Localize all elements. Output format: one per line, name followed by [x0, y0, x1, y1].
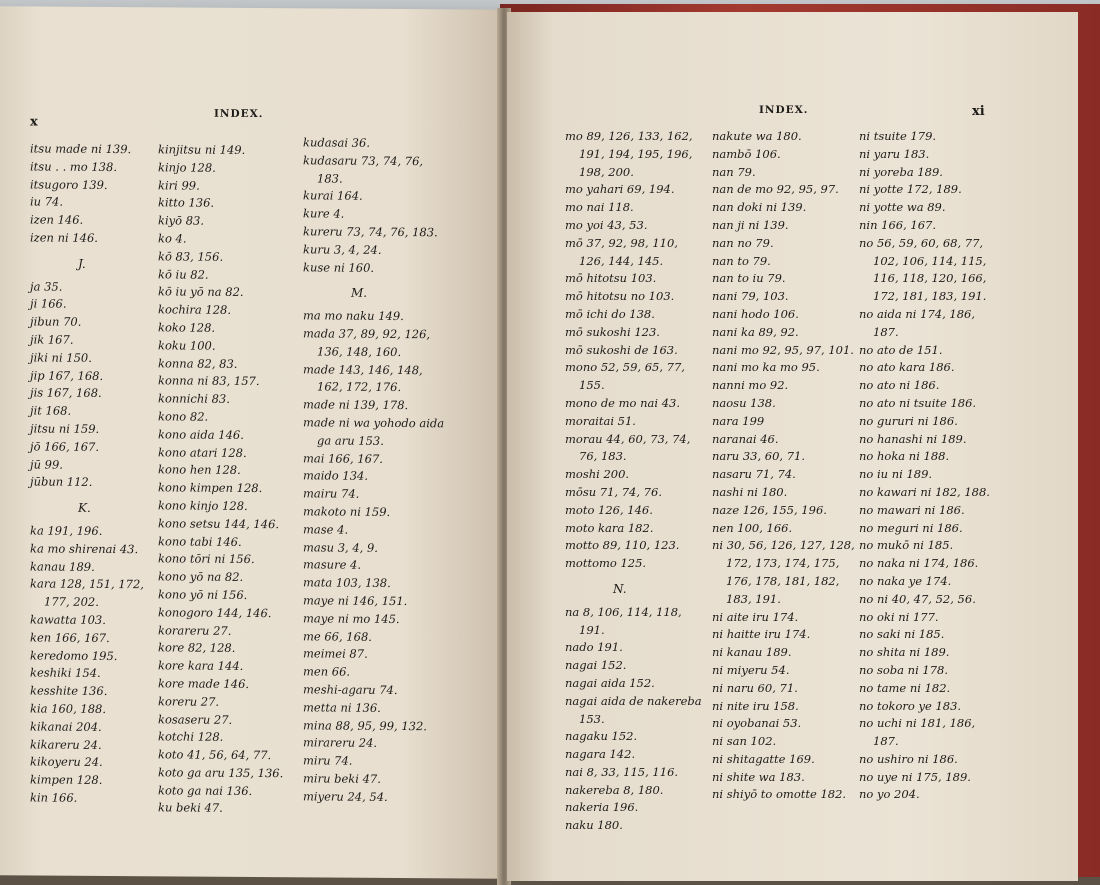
index-entry: masure 4.: [303, 557, 361, 573]
right-page: [507, 12, 1078, 881]
index-entry: mairu 74.: [303, 486, 360, 501]
index-entry: nagai aida de nakereba 153.: [565, 693, 702, 726]
index-entry: korareru 27.: [158, 622, 232, 638]
index-entry: konna 82, 83.: [158, 355, 238, 371]
index-entry: naranai 46.: [712, 431, 779, 446]
index-entry: nashi ni 180.: [712, 484, 788, 499]
index-entry: nani mo 92, 95, 97, 101.: [712, 342, 854, 357]
index-entry: mottomo 125.: [565, 556, 647, 571]
index-entry: ni shitagatte 169.: [712, 751, 815, 766]
index-entry: no oki ni 177.: [859, 609, 939, 624]
index-entry: nai 8, 33, 115, 116.: [565, 764, 679, 779]
section-letter: N.: [613, 581, 627, 596]
index-entry: no ni 40, 47, 52, 56.: [859, 591, 976, 606]
index-entry: ni naru 60, 71.: [712, 680, 798, 695]
index-entry: no naka ni 174, 186.: [859, 556, 979, 571]
index-entry: mō sukoshi 123.: [565, 324, 660, 339]
index-entry: iu 74.: [30, 194, 64, 210]
index-entry: mō 37, 92, 98, 110, 126, 144, 145.: [565, 235, 678, 268]
section-letter: J.: [78, 256, 86, 271]
index-entry: kinjo 128.: [158, 160, 216, 175]
index-entry: no ato de 151.: [859, 342, 943, 357]
section-letter: M.: [351, 286, 368, 301]
index-entry: koto 41, 56, 64, 77.: [158, 747, 272, 763]
index-entry: kore kara 144.: [158, 658, 244, 674]
index-entry: ni haitte iru 174.: [712, 627, 811, 642]
index-entry: nin 166, 167.: [859, 217, 937, 232]
index-entry: nan doki ni 139.: [712, 200, 807, 215]
running-head: INDEX.: [759, 104, 809, 116]
index-entry: ja 35.: [30, 279, 63, 294]
index-entry: mō sukoshi de 163.: [565, 342, 678, 357]
index-entry: mina 88, 95, 99, 132.: [303, 717, 427, 733]
index-entry: itsu made ni 139.: [30, 141, 132, 157]
index-entry: jūbun 112.: [30, 474, 93, 490]
index-entry: nan no 79.: [712, 235, 774, 250]
index-entry: no soba ni 178.: [859, 662, 949, 677]
index-entry: kurai 164.: [303, 188, 363, 204]
index-entry: ni shite wa 183.: [712, 769, 805, 784]
index-entry: kō 83, 156.: [158, 249, 224, 264]
index-column-2: [712, 128, 857, 804]
index-entry: keredomo 195.: [30, 647, 118, 663]
index-entry: naku 180.: [565, 818, 623, 833]
index-entry: maye ni mo 145.: [303, 611, 400, 626]
index-entry: no mukō ni 185.: [859, 538, 954, 553]
index-entry: mōsu 71, 74, 76.: [565, 484, 662, 499]
index-entry: morau 44, 60, 73, 74, 76, 183.: [565, 431, 691, 464]
index-entry: kotchi 128.: [158, 729, 224, 745]
index-entry: kiyō 83.: [158, 213, 205, 228]
index-entry: nakute wa 180.: [712, 129, 802, 143]
index-entry: moto kara 182.: [565, 520, 654, 535]
index-entry: nanni mo 92.: [712, 378, 789, 393]
index-entry: nakeria 196.: [565, 800, 639, 815]
index-entry: itsugoro 139.: [30, 177, 108, 192]
index-entry: kochira 128.: [158, 302, 232, 318]
index-entry: nan ji ni 139.: [712, 217, 789, 232]
index-entry: kono atari 128.: [158, 444, 247, 460]
index-entry: kawatta 103.: [30, 612, 106, 627]
index-entry: kono 82.: [158, 409, 209, 424]
index-entry: no aida ni 174, 186, 187.: [859, 306, 975, 339]
index-entry: keshiki 154.: [30, 665, 101, 681]
index-entry: ni aite iru 174.: [712, 609, 799, 624]
index-entry: no yo 204.: [859, 787, 920, 802]
index-entry: no uye ni 175, 189.: [859, 769, 971, 784]
index-entry: izen 146.: [30, 212, 84, 228]
index-entry: ni shiyō to omotte 182.: [712, 787, 847, 802]
index-entry: kono hen 128.: [158, 462, 241, 478]
index-entry: ko 4.: [158, 231, 187, 246]
index-entry: koreru 27.: [158, 694, 220, 709]
index-entry: kono tōri ni 156.: [158, 551, 255, 567]
index-entry: nagai 152.: [565, 658, 627, 673]
index-entry: kono setsu 144, 146.: [158, 516, 280, 531]
left-page: [0, 6, 503, 879]
index-entry: no iu ni 189.: [859, 467, 933, 482]
index-entry: ni kanau 189.: [712, 645, 792, 660]
index-entry: no ushiro ni 186.: [859, 751, 958, 766]
index-entry: made 143, 146, 148, 162, 172, 176.: [303, 361, 423, 395]
index-entry: ni nite iru 158.: [712, 698, 799, 713]
index-entry: koto ga nai 136.: [158, 783, 253, 798]
index-entry: konna ni 83, 157.: [158, 373, 260, 389]
index-entry: ka 191, 196.: [30, 523, 103, 538]
index-entry: nan to iu 79.: [712, 271, 786, 286]
index-entry: jip 167, 168.: [30, 368, 104, 383]
index-entry: kono yō na 82.: [158, 569, 244, 585]
index-column-1: [30, 140, 155, 808]
index-entry: ma mo naku 149.: [303, 308, 404, 324]
index-entry: na 8, 106, 114, 118, 191.: [565, 604, 682, 637]
index-entry: jū 99.: [30, 457, 63, 472]
index-entry: nan 79.: [712, 164, 756, 179]
index-entry: me 66, 168.: [303, 628, 372, 644]
index-entry: kinjitsu ni 149.: [158, 142, 246, 157]
index-entry: ni 30, 56, 126, 127, 128, 172, 173, 174, 175, 176, 178, 181, 182, 183, 191.: [712, 538, 855, 606]
index-entry: mo yahari 69, 194.: [565, 182, 675, 197]
index-entry: mō ichi do 138.: [565, 306, 655, 321]
index-entry: ji 166.: [30, 296, 67, 312]
index-entry: kin 166.: [30, 790, 78, 805]
index-entry: kikareru 24.: [30, 736, 102, 752]
index-entry: kudasai 36.: [303, 135, 370, 150]
index-entry: jibun 70.: [30, 314, 82, 329]
index-entry: ni tsuite 179.: [859, 129, 937, 143]
index-entry: mono 52, 59, 65, 77, 155.: [565, 360, 685, 393]
page-number: x: [30, 114, 38, 130]
index-entry: kore 82, 128.: [158, 640, 236, 656]
index-entry: kono tabi 146.: [158, 533, 242, 549]
index-entry: itsu . . mo 138.: [30, 159, 117, 174]
index-entry: mō hitotsu 103.: [565, 271, 657, 286]
index-entry: kono kimpen 128.: [158, 480, 263, 496]
index-entry: no hoka ni 188.: [859, 449, 950, 464]
index-entry: ni miyeru 54.: [712, 662, 790, 677]
index-entry: meimei 87.: [303, 646, 368, 662]
index-entry: ni san 102.: [712, 734, 777, 749]
page-number: xi: [972, 104, 985, 119]
index-entry: kitto 136.: [158, 195, 215, 211]
index-entry: kikanai 204.: [30, 719, 102, 734]
index-entry: nara 199: [712, 413, 765, 428]
index-entry: no tame ni 182.: [859, 680, 951, 695]
index-entry: koto ga aru 135, 136.: [158, 765, 284, 781]
index-entry: ni yotte 172, 189.: [859, 182, 962, 197]
index-entry: konnichi 83.: [158, 391, 230, 407]
index-entry: no mawari ni 186.: [859, 502, 965, 517]
index-entry: mada 37, 89, 92, 126, 136, 148, 160.: [303, 326, 431, 359]
index-entry: moto 126, 146.: [565, 502, 653, 517]
index-entry: jis 167, 168.: [30, 385, 102, 401]
running-head: INDEX.: [214, 107, 264, 121]
index-column-1: [565, 128, 705, 835]
index-column-2: [158, 141, 298, 818]
index-entry: jit 168.: [30, 403, 72, 418]
index-entry: kono kinjo 128.: [158, 498, 248, 513]
index-entry: ku beki 47.: [158, 800, 223, 816]
index-entry: made ni 139, 178.: [303, 397, 409, 413]
index-entry: kure 4.: [303, 206, 345, 221]
index-entry: kikoyeru 24.: [30, 754, 103, 770]
index-entry: nambō 106.: [712, 146, 781, 161]
index-entry: ni yaru 183.: [859, 146, 930, 161]
index-entry: naru 33, 60, 71.: [712, 449, 805, 464]
index-entry: kara 128, 151, 172, 177, 202.: [30, 576, 144, 610]
index-entry: no gururi ni 186.: [859, 413, 958, 428]
index-entry: jiki ni 150.: [30, 350, 92, 365]
section-letter: K.: [78, 500, 91, 516]
index-entry: nani ka 89, 92.: [712, 324, 799, 339]
index-entry: mo 89, 126, 133, 162, 191, 194, 195, 196, 198, 200.: [565, 129, 693, 179]
index-entry: mō hitotsu no 103.: [565, 289, 675, 304]
index-entry: moraitai 51.: [565, 413, 636, 428]
index-entry: motto 89, 110, 123.: [565, 538, 680, 553]
index-entry: kosaseru 27.: [158, 711, 233, 727]
index-entry: no ato ni tsuite 186.: [859, 395, 977, 410]
index-entry: no shita ni 189.: [859, 645, 950, 660]
index-entry: kimpen 128.: [30, 772, 103, 788]
index-entry: masu 3, 4, 9.: [303, 539, 378, 555]
index-entry: jō 166, 167.: [30, 439, 100, 454]
index-entry: miyeru 24, 54.: [303, 789, 388, 804]
index-entry: no ato ni 186.: [859, 378, 940, 393]
index-entry: ken 166, 167.: [30, 630, 110, 645]
index-entry: ni oyobanai 53.: [712, 716, 802, 731]
index-entry: no tokoro ye 183.: [859, 698, 962, 713]
index-column-3: [303, 134, 448, 806]
index-entry: no hanashi ni 189.: [859, 431, 967, 446]
index-entry: nagai aida 152.: [565, 675, 655, 690]
index-entry: nen 100, 166.: [712, 520, 793, 535]
index-entry: naze 126, 155, 196.: [712, 502, 827, 517]
index-entry: nasaru 71, 74.: [712, 467, 796, 482]
index-entry: men 66.: [303, 664, 351, 679]
index-entry: kuru 3, 4, 24.: [303, 242, 382, 257]
index-entry: mo nai 118.: [565, 200, 634, 215]
index-entry: nagaku 152.: [565, 729, 638, 744]
index-entry: kanau 189.: [30, 558, 95, 574]
index-entry: kesshite 136.: [30, 683, 108, 699]
index-entry: kureru 73, 74, 76, 183.: [303, 224, 438, 240]
index-entry: no ato kara 186.: [859, 360, 955, 375]
index-entry: kō iu yō na 82.: [158, 284, 244, 300]
index-entry: no kawari ni 182, 188.: [859, 484, 990, 499]
index-entry: ni yotte wa 89.: [859, 200, 946, 215]
index-entry: kiri 99.: [158, 177, 200, 193]
index-entry: mo yoi 43, 53.: [565, 217, 648, 232]
index-entry: nado 191.: [565, 640, 623, 655]
index-entry: jitsu ni 159.: [30, 421, 100, 436]
index-entry: no saki ni 185.: [859, 627, 945, 642]
index-entry: mono de mo nai 43.: [565, 395, 681, 410]
index-entry: nan de mo 92, 95, 97.: [712, 182, 839, 197]
index-entry: mai 166, 167.: [303, 450, 383, 466]
index-entry: miru 74.: [303, 753, 353, 768]
index-entry: miru beki 47.: [303, 771, 381, 786]
index-entry: no naka ye 174.: [859, 573, 952, 588]
index-entry: konogoro 144, 146.: [158, 605, 272, 620]
index-entry: jik 167.: [30, 332, 74, 347]
index-entry: kō iu 82.: [158, 266, 209, 282]
index-entry: metta ni 136.: [303, 700, 381, 715]
index-entry: no meguri ni 186.: [859, 520, 963, 535]
index-entry: no uchi ni 181, 186, 187.: [859, 716, 976, 749]
index-entry: mirareru 24.: [303, 735, 378, 751]
index-entry: nakereba 8, 180.: [565, 782, 664, 797]
index-entry: koku 100.: [158, 338, 216, 353]
index-entry: moshi 200.: [565, 467, 630, 482]
index-entry: nagara 142.: [565, 747, 636, 762]
index-entry: kono yō ni 156.: [158, 587, 248, 602]
index-entry: ni yoreba 189.: [859, 164, 943, 179]
index-entry: kudasaru 73, 74, 76, 183.: [303, 153, 424, 186]
index-entry: meshi-agaru 74.: [303, 682, 398, 697]
book-spread: [0, 8, 1092, 877]
index-entry: mata 103, 138.: [303, 575, 391, 591]
index-entry: kia 160, 188.: [30, 701, 107, 716]
index-entry: kuse ni 160.: [303, 259, 375, 275]
index-entry: nani 79, 103.: [712, 289, 789, 304]
index-entry: kono aida 146.: [158, 427, 244, 442]
index-entry: kore made 146.: [158, 676, 250, 691]
index-column-3: [859, 128, 999, 804]
index-entry: koko 128.: [158, 320, 216, 335]
index-entry: nan to 79.: [712, 253, 771, 268]
index-entry: maido 134.: [303, 468, 368, 484]
index-entry: mase 4.: [303, 522, 349, 537]
index-entry: nani mo ka mo 95.: [712, 360, 820, 375]
index-entry: makoto ni 159.: [303, 504, 391, 519]
index-entry: ka mo shirenai 43.: [30, 541, 139, 556]
index-entry: naosu 138.: [712, 395, 776, 410]
index-entry: maye ni 146, 151.: [303, 593, 408, 609]
index-entry: nani hodo 106.: [712, 306, 799, 321]
index-entry: made ni wa yohodo aida ga aru 153.: [303, 415, 445, 448]
index-entry: no 56, 59, 60, 68, 77, 102, 106, 114, 115, 116, 118, 120, 166, 172, 181, 183, 191.: [859, 235, 987, 304]
index-entry: izen ni 146.: [30, 230, 98, 245]
